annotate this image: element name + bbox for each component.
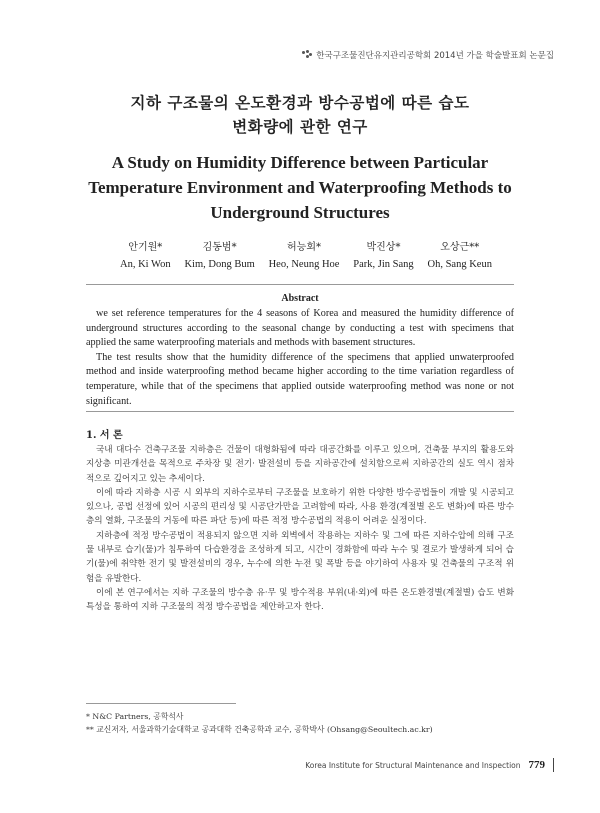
abstract-body xyxy=(86,307,514,409)
author xyxy=(120,240,171,274)
author xyxy=(428,240,492,274)
korean-title-line-1: 지하 구조물의 온도환경과 방수공법에 따른 습도 xyxy=(130,93,470,112)
body-paragraph: 국내 대다수 건축구조물 지하층은 건물이 대형화됨에 따라 대공간화를 이루고 있으며, 건축물 부지의 활용도와 지상층 미관개선을 목적으로 주차장 및 전기· 발전설비 등을 지하공간에 설치함으로써 지하공간의 실도 역시 점차적으로 깊어지고 있는 추세이다. xyxy=(86,445,514,484)
author xyxy=(184,240,254,274)
body-paragraph: 이에 따라 지하층 시공 시 외부의 지하수로부터 구조물을 보호하기 위한 다양한 방수공법들이 개발 및 시공되고 있으나, 공법 선정에 있어 시공의 편리성 및 시공단가만을 고려함에 따라, 사용 환경(계절별 온도 변화)에 따른 방수층의 열화, 구조물의 거동에 따른 파단 등)에 따른 적정 방수공법의 적용이 어려운 실정이다. xyxy=(86,487,514,527)
running-header xyxy=(302,49,554,61)
abstract-paragraph: we set reference temperatures for the 4 seasons of Korea and measured the humidity difference of underground structures according to the seasonal change by conducting a test with specimens that applied the same waterproofing materials and methods with basement structures. xyxy=(86,308,514,349)
body-paragraph: 지하층에 적정 방수공법이 적용되지 않으면 지하 외벽에서 작용하는 지하수 및 그에 따른 지하수압에 의해 구조물 내부로 습기(물)가 침투하여 다습환경을 조성하게 되고, 시간이 경화함에 따라 누수 및 결로가 발생하게 되어 습기(물)에 취약한 전기 및 발전설비의 경우, 누수에 의한 누전 및 폭발 등을 야기하여 사용자 및 건축물의 구조적 위험을 유발한다. xyxy=(86,530,514,584)
english-title-line-3: Underground Structures xyxy=(210,203,390,222)
section-body xyxy=(86,443,514,615)
footnote: * N&C Partners, 공학석사 xyxy=(86,712,184,721)
author-english-name: Park, Jin Sang xyxy=(353,259,414,270)
footer-divider xyxy=(553,758,554,772)
author-korean-name: 박진상* xyxy=(366,242,401,253)
english-title xyxy=(0,150,600,225)
korean-title-line-2: 변화량에 관한 연구 xyxy=(232,117,368,136)
author-english-name: Kim, Dong Bum xyxy=(184,259,255,270)
english-title-line-1: A Study on Humidity Difference between Particular xyxy=(111,153,489,172)
english-title-line-2: Temperature Environment and Waterproofing Methods to xyxy=(88,178,512,197)
author-english-name: An, Ki Won xyxy=(120,259,171,270)
body-paragraph: 이에 본 연구에서는 지하 구조물의 방수층 유·무 및 방수적용 부위(내·외)에 따른 온도환경별(계절별) 습도 변화 특성을 통하여 지하 구조물의 적정 방수공법을 제안하고자 한다. xyxy=(86,587,514,613)
author xyxy=(269,240,340,274)
footnote: ** 교신저자, 서울과학기술대학교 공과대학 건축공학과 교수, 공학박사 (Ohsang@Seoultech.ac.kr) xyxy=(86,724,433,734)
author-korean-name: 오상근** xyxy=(440,242,480,253)
abstract-bottom-divider xyxy=(86,411,514,412)
footnote-divider xyxy=(86,703,236,704)
dots-logo-icon xyxy=(302,50,312,60)
author-korean-name: 김동범* xyxy=(202,242,237,253)
author-korean-name: 허능회* xyxy=(287,242,321,253)
author-list xyxy=(120,240,492,274)
author xyxy=(353,240,413,274)
running-footer xyxy=(305,758,554,772)
footer-organization: Korea Institute for Structural Maintenance and Inspection xyxy=(305,760,521,770)
korean-title xyxy=(0,91,600,139)
page-number: 779 xyxy=(528,759,545,771)
author-english-name: Heo, Neung Hoe xyxy=(268,259,340,270)
author-korean-name: 안기원* xyxy=(128,242,163,253)
footnotes xyxy=(86,711,514,736)
section-heading: 1. 서 론 xyxy=(86,430,123,441)
abstract-heading: Abstract xyxy=(281,293,319,304)
abstract-top-divider xyxy=(86,284,514,285)
abstract-paragraph: The test results show that the humidity difference of the specimens that applied unwaterproofed method and inside waterproofing method became higher according to the time variation regardless of temperature, while that of the specimens that applied outside waterproofing method was none or not significant. xyxy=(86,351,514,407)
journal-name: 한국구조물진단유지관리공학회 2014년 가을 학술발표회 논문집 xyxy=(316,51,554,61)
author-english-name: Oh, Sang Keun xyxy=(427,259,492,270)
